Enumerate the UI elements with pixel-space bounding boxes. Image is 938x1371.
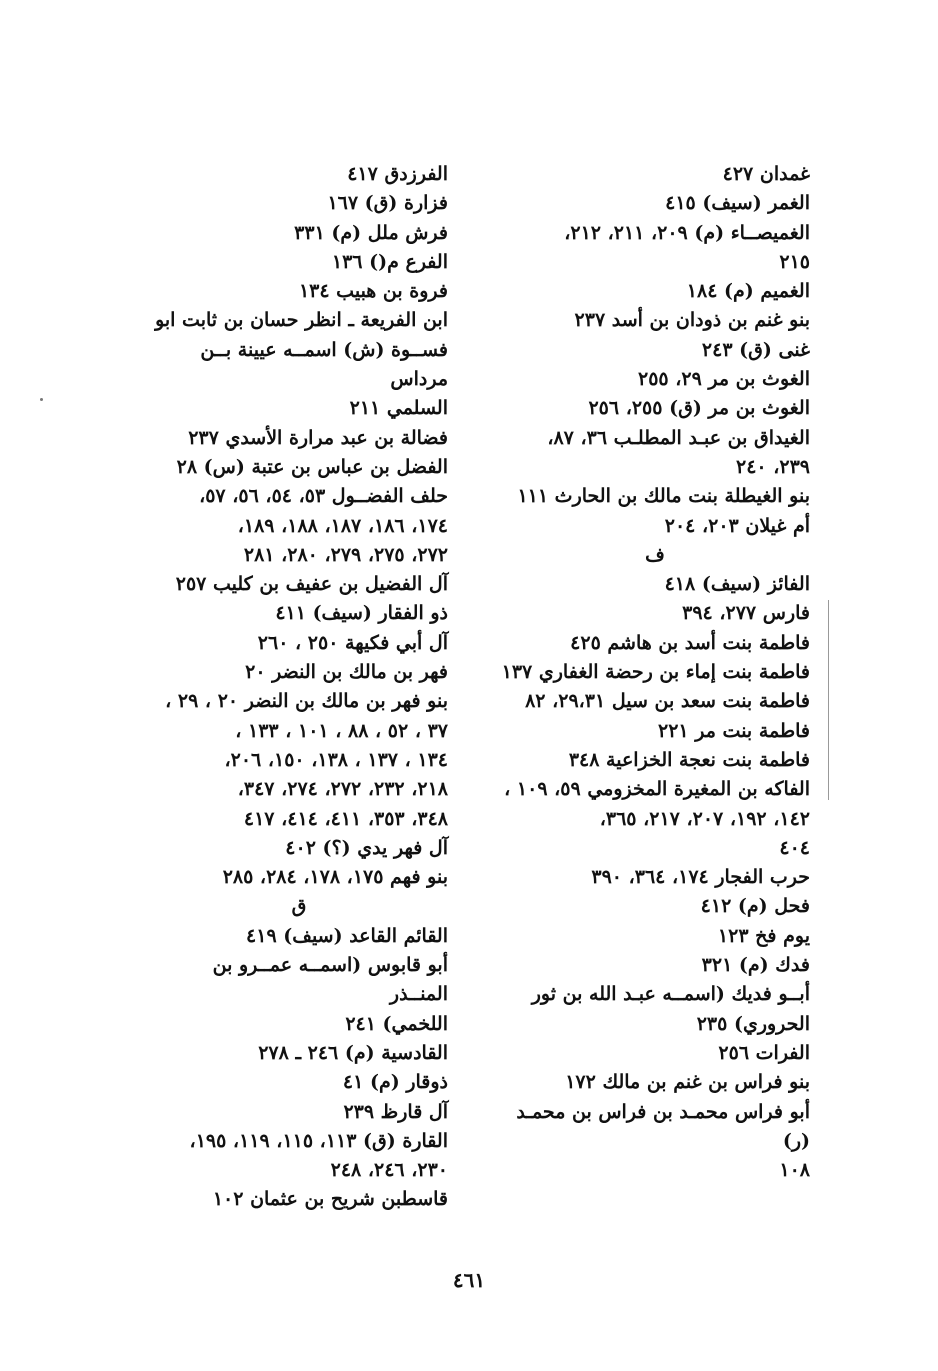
index-entry: ١٤٢، ١٩٢، ٢٠٧، ٢١٧، ٣٦٥، [599,807,810,830]
index-entry: الغميصــاء (م) ٢٠٩، ٢١١، ٢١٢، [564,221,810,244]
index-entry: أبو فراس محمـد بن فراس بن محمـد (ر) [516,1100,810,1152]
index-entry: القارة (ق) ١١٣، ١١٥، ١١٩، ١٩٥، [189,1129,448,1152]
index-entry: غنى (ق) ٢٤٣ [701,338,810,361]
index-entry: بنو فراس بن غنم بن مالك ١٧٢ [565,1071,810,1094]
index-entry: فروة بن هبيب ١٣٤ [298,280,448,303]
index-entry: آل فهر يدي (؟) ٤٠٢ [285,836,448,859]
index-entry: غمدان ٤٢٧ [722,163,810,185]
scan-margin-mark [828,600,829,800]
index-entry: ٢٧٢، ٢٧٥، ٢٧٩، ٢٨٠، ٢٨١ [243,543,448,566]
index-entry: ٤٠٤ [779,836,810,859]
page-number: ٤٦١ [452,1268,486,1292]
index-entry: فهر بن مالك بن النضر ٢٠ [245,661,448,684]
index-entry: ٢١٨، ٢٣٢، ٢٧٢، ٢٧٤، ٣٤٧، [237,778,448,801]
index-entry: أبو قابوس (اسمــه عمــرو بن المنــذر [212,954,448,1006]
index-entry: آل أبي فكيهة ٢٥٠ ، ٢٦٠ [257,631,448,654]
index-entry: الفرزدق ٤١٧ [347,163,448,185]
index-entry: فضالة بن عبد مرارة الأسدي ٢٣٧ [188,426,448,449]
section-letter-heading: ق [291,895,307,918]
index-entry: الفاكه بن المغيرة المخزومي ٥٩، ١٠٩ ، [504,778,810,801]
index-entry: ٢٣٩، ٢٤٠ [736,455,810,478]
index-entry: الغمر (سيف) ٤١٥ [665,192,810,215]
index-entry: بنو الغيطلة بنت مالك بن الحارث ١١١ [517,485,810,508]
index-entry: فدك (م) ٣٢١ [701,954,810,977]
index-entry: فزارة (ق) ١٦٧ [327,192,448,215]
index-entry: ٢١٥ [779,250,810,273]
index-entry: فاطمة بنت نعجة الخزاعية ٣٤٨ [568,748,810,771]
index-entry: ذو الفقار (سيف) ٤١١ [275,602,448,625]
index-entry: فســوة (ش) اسمــه عيينة بــن مرداس [200,338,448,391]
index-entry: اللخمي) ٢٤١ [345,1012,448,1035]
index-entry: فاطمة بنت إماء بن رحضة الغفاري ١٣٧ [501,661,810,684]
index-entry: ذوقار (م) ٤١ [342,1071,448,1094]
index-entry: الفرات ٢٥٦ [718,1041,810,1064]
index-entry: ١٣٤ ، ١٣٧ ، ١٣٨، ١٥٠، ٢٠٦، [224,748,448,771]
index-entry: أبــو فديك (اسمــه عبـد الله بن ثور [531,983,810,1006]
index-entry: فارس ٢٧٧، ٣٩٤ [682,602,810,625]
index-entry: ٢٣٠، ٢٤٦، ٢٤٨ [330,1159,448,1182]
index-column-left [150,160,448,1215]
section-letter-heading: ف [645,543,665,566]
index-entry: الغميم (م) ١٨٤ [686,280,810,303]
index-entry: ١٧٤، ١٨٦، ١٨٧، ١٨٨، ١٨٩، [237,514,448,537]
index-entry: فاطمة بنت سعد بن سيل ٢٩،٣١، ٨٢ [525,690,810,713]
scan-dust-dot [40,398,43,401]
index-entry: فاطمة بنت مر ٢٢١ [658,719,810,742]
index-entry: ١٠٨ [779,1159,810,1182]
index-entry: الغيداق بن عبـد المطلـب ٣٦، ٨٧، [547,426,810,449]
index-entry: القادسية (م) ٢٤٦ ـ ٢٧٨ [258,1041,448,1064]
index-entry: بنو فهر بن مالك بن النضر ٢٠ ، ٢٩ ، [165,690,448,713]
index-entry: القائم القاعد (سيف) ٤١٩ [246,924,448,947]
index-entry: يوم فخ ١٢٣ [717,924,810,947]
index-entry: قاسطبن شريح بن عثمان ١٠٢ [212,1188,448,1211]
index-entry: الحروري) ٢٣٥ [696,1012,810,1035]
index-entry: السلمي ٢١١ [349,397,448,420]
index-entry: ٣٤٨، ٣٥٣، ٤١١، ٤١٤، ٤١٧ [243,807,448,830]
index-entry: فرش ملل (م) ٣٣١ [294,221,448,244]
index-entry: فاطمة بنت أسد بن هاشم ٤٢٥ [570,631,810,654]
index-entry: الفائز (سيف) ٤١٨ [664,573,810,596]
index-entry: حلف الفضــول ٥٣، ٥٤، ٥٦، ٥٧، [199,485,448,508]
index-entry: أم غيلان ٢٠٣، ٢٠٤ [664,514,810,537]
index-column-right [500,160,810,1185]
index-entry: آل الفضيل بن عفيف بن كليب ٢٥٧ [175,573,448,596]
index-entry: ابن الفريعة ـ انظر حسان بن ثابت ابو [155,309,448,332]
index-entry: حرب الفجار ١٧٤، ٣٦٤، ٣٩٠ [591,866,810,889]
index-entry: الفضل بن عباس بن عتبة (س) ٢٨ [176,455,448,478]
index-entry: بنو فهم ١٧٥، ١٧٨، ٢٨٤، ٢٨٥ [222,866,448,889]
index-entry: آل قارظ ٢٣٩ [343,1100,448,1123]
index-entry: الفرع م() ١٣٦ [331,250,448,273]
index-entry: فحل (م) ٤١٢ [700,895,810,918]
index-entry: ٣٧ ، ٥٢ ، ٨٨ ، ١٠١ ، ١٣٣ ، [235,719,448,742]
index-entry: الغوث بن مر ٢٩، ٢٥٥ [638,368,810,391]
index-entry: بنو غنم بن ذودان بن أسد ٢٣٧ [574,309,810,332]
index-entry: الغوث بن مر (ق) ٢٥٥، ٢٥٦ [588,397,810,420]
